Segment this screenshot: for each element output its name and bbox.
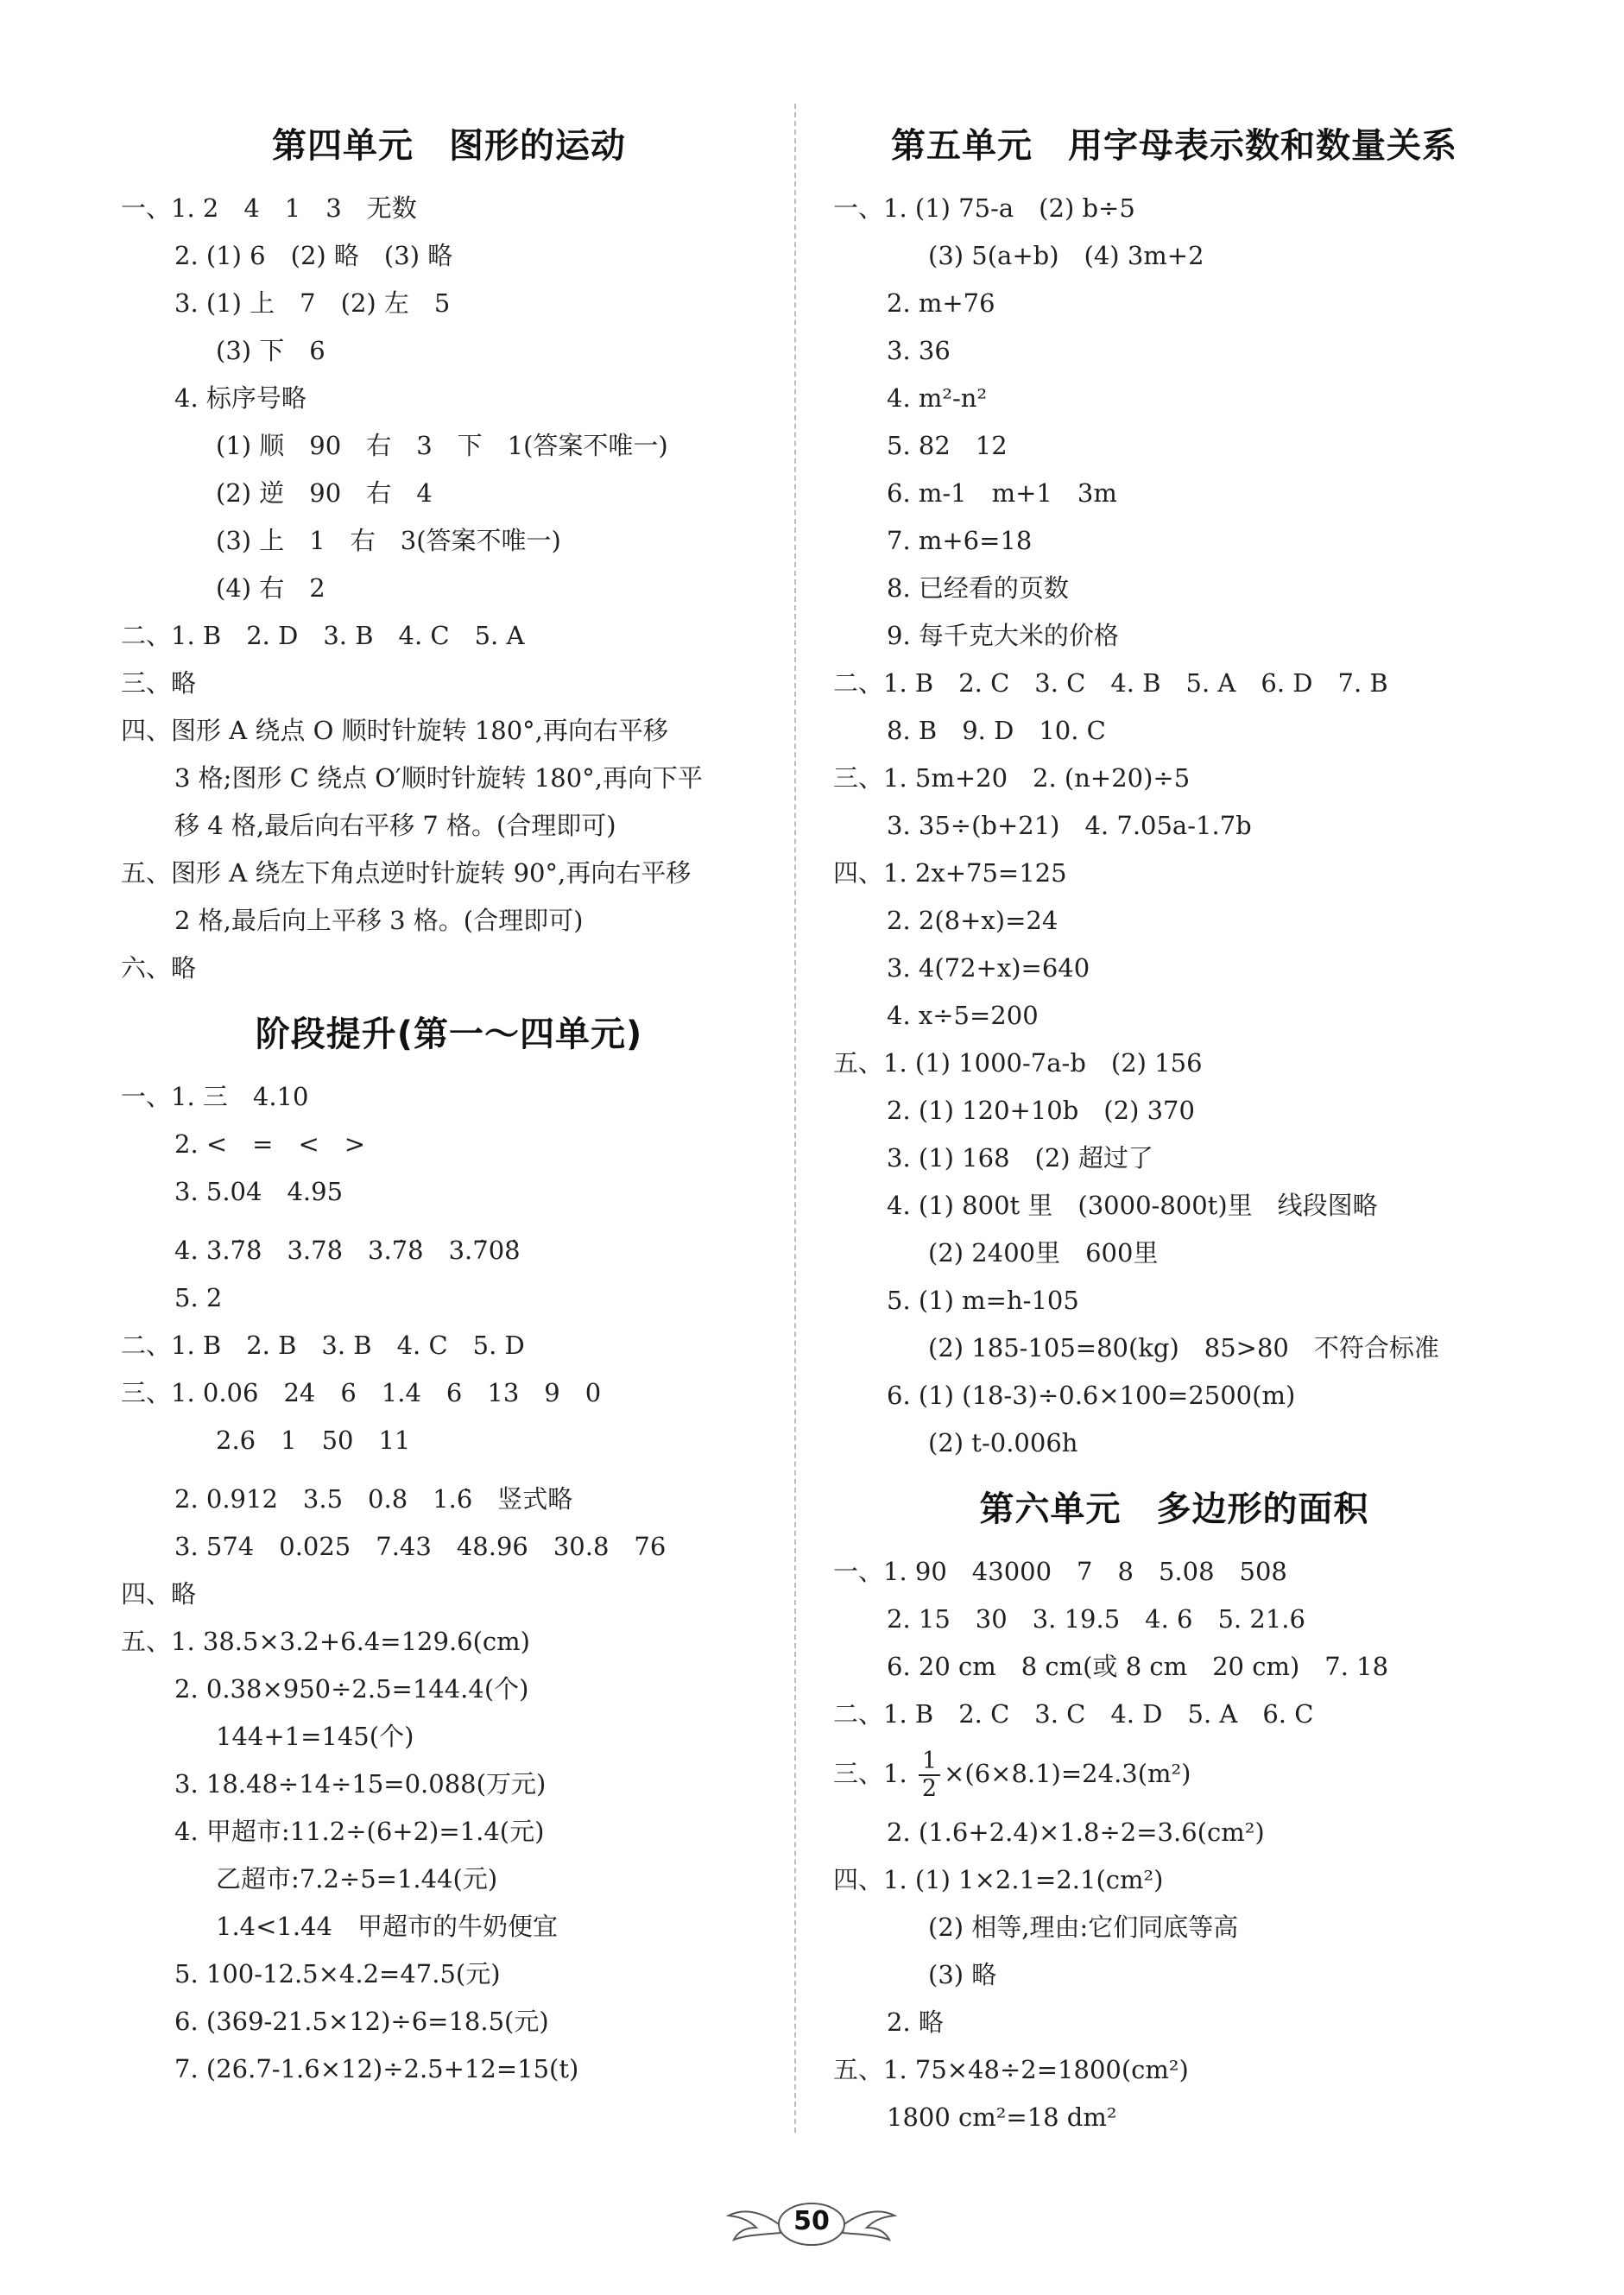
answer-line: 2. 15 30 3. 19.5 4. 6 5. 21.6 — [887, 1604, 1305, 1634]
answer-line: 六、略 — [121, 953, 197, 983]
answer-line: 四、略 — [121, 1579, 197, 1609]
unit4-title: 第四单元 图形的运动 — [272, 126, 626, 166]
answer-line: 4. 3.7̇8̇ 3.78̇ 3.7̇8̇ 3.7̇08̇ — [174, 1236, 521, 1265]
answer-line: 2. (1) 6 (2) 略 (3) 略 — [174, 241, 453, 270]
unit6-title: 第六单元 多边形的面积 — [979, 1489, 1369, 1529]
answer-line: 4. (1) 800t 里 (3000-800t)里 线段图略 — [887, 1191, 1378, 1220]
answer-line: 三、1. 5m+20 2. (n+20)÷5 — [833, 763, 1191, 793]
answer-line: (3) 下 6 — [216, 336, 325, 365]
answer-line: (4) 右 2 — [216, 573, 325, 603]
answer-line: (2) t-0.006h — [928, 1428, 1078, 1457]
answer-line: 3. 5.04 4.95 — [174, 1177, 344, 1206]
answer-line: (3) 5(a+b) (4) 3m+2 — [928, 241, 1204, 270]
answer-line: (2) 2400里 600里 — [928, 1238, 1159, 1268]
answer-line: (2) 相等,理由:它们同底等高 — [928, 1912, 1239, 1942]
fraction — [919, 1748, 940, 1802]
answer-line: 4. 甲超市:11.2÷(6+2)=1.4(元) — [174, 1817, 545, 1846]
answer-line: 3. 18.48÷14÷15=0.088(万元) — [174, 1769, 547, 1799]
answer-line: 1800 cm²=18 dm² — [887, 2102, 1117, 2132]
answer-line: (2) 185-105=80(kg) 85>80 不符合标准 — [928, 1333, 1439, 1362]
answer-line: 7. (26.7-1.6×12)÷2.5+12=15(t) — [174, 2054, 579, 2083]
answer-line: 2. 0.38×950÷2.5=144.4(个) — [174, 1674, 529, 1704]
answer-line: 2. 略 — [887, 2007, 944, 2037]
answer-line: 五、图形 A 绕左下角点逆时针旋转 90°,再向右平移 — [121, 858, 692, 888]
answer-line: 2 格,最后向上平移 3 格。(合理即可) — [174, 906, 584, 935]
answer-line: 五、1. 75×48÷2=1800(cm²) — [833, 2055, 1189, 2084]
answer-line: 6. 20 cm 8 cm(或 8 cm 20 cm) 7. 18 — [887, 1652, 1389, 1681]
column-divider — [794, 104, 796, 2133]
answer-line: 四、图形 A 绕点 O 顺时针旋转 180°,再向右平移 — [121, 716, 668, 745]
left-column — [121, 104, 777, 2093]
answer-line: 7. m+6=18 — [887, 526, 1033, 555]
fraction-answer-line — [833, 1738, 1515, 1809]
answer-line: 5. 2 — [174, 1283, 223, 1312]
answer-line: 三、略 — [121, 668, 197, 698]
answer-line: 2. (1) 120+10b (2) 370 — [887, 1096, 1195, 1125]
answer-line: (3) 上 1 右 3(答案不唯一) — [216, 526, 561, 555]
answer-line: 5. (1) m=h-105 — [887, 1286, 1079, 1315]
answer-line: 二、1. B 2. B 3. B 4. C 5. D — [121, 1331, 525, 1360]
answer-line: 5. 100-12.5×4.2=47.5(元) — [174, 1959, 501, 1988]
answer-line: 3. (1) 上 7 (2) 左 5 — [174, 288, 451, 318]
answer-line: 3 格;图形 C 绕点 O′顺时针旋转 180°,再向下平 — [174, 763, 703, 793]
answer-line: 3. 35÷(b+21) 4. 7.05a-1.7b — [887, 811, 1252, 840]
answer-line: 移 4 格,最后向右平移 7 格。(合理即可) — [174, 811, 616, 840]
answer-line: 五、1. 38.5×3.2+6.4=129.6(cm) — [121, 1627, 530, 1656]
page-number: 50 — [793, 2206, 830, 2236]
answer-line: 2. < = < > — [174, 1129, 366, 1159]
answer-line: 5. 82 12 — [887, 431, 1008, 460]
answer-line: 4. m²-n² — [887, 383, 988, 413]
answer-line: 9. 每千克大米的价格 — [887, 621, 1119, 650]
answer-line: (3) 略 — [928, 1960, 997, 1989]
right-column — [833, 104, 1515, 2141]
unit5-title: 第五单元 用字母表示数和数量关系 — [891, 126, 1457, 166]
answer-line: 1.4<1.44 甲超市的牛奶便宜 — [216, 1912, 558, 1941]
answer-line: 五、1. (1) 1000-7a-b (2) 156 — [833, 1048, 1203, 1078]
answer-line: 4. x÷5=200 — [887, 1001, 1039, 1030]
fraction-denominator: 2 — [921, 1775, 938, 1802]
answer-line: 6. (369-21.5×12)÷6=18.5(元) — [174, 2007, 549, 2036]
answer-line: 2. 0.912 3.5 0.8 1.6̇ 竖式略 — [174, 1484, 573, 1514]
answer-line: 一、1. 90 43000 7 8 5.08 508 — [833, 1557, 1287, 1586]
answer-line: 6. m-1 m+1 3m — [887, 478, 1117, 508]
answer-line: 3. (1) 168 (2) 超过了 — [887, 1143, 1153, 1173]
answer-line: 8. 已经看的页数 — [887, 573, 1069, 603]
fraction-rest: ×(6×8.1)=24.3(m²) — [944, 1759, 1191, 1788]
answer-line: 一、1. (1) 75-a (2) b÷5 — [833, 193, 1135, 223]
answer-line: 二、1. B 2. C 3. C 4. D 5. A 6. C — [833, 1699, 1314, 1729]
answer-line: 三、1. 0.06 24 6 1.4 6 13 9 0 — [121, 1378, 602, 1407]
page-number-badge — [725, 2193, 898, 2254]
stage-title: 阶段提升(第一～四单元) — [255, 1015, 643, 1054]
answer-line: 3. 36 — [887, 336, 951, 365]
answer-line: 144+1=145(个) — [216, 1722, 414, 1751]
answer-line: 一、1. 三 4.10 — [121, 1082, 309, 1111]
answer-line: 2. m+76 — [887, 288, 995, 318]
answer-line: (1) 顺 90 右 3 下 1(答案不唯一) — [216, 431, 668, 460]
answer-line: 3. 574 0.025 7.43 48.96 30.8 76 — [174, 1532, 667, 1561]
answer-line: 一、1. 2 4 1 3 无数 — [121, 193, 417, 223]
answer-line: 2. 2(8+x)=24 — [887, 906, 1058, 935]
fraction-prefix: 三、1. — [833, 1759, 907, 1788]
answer-line: 乙超市:7.2÷5=1.44(元) — [216, 1864, 498, 1894]
answer-line: 二、1. B 2. D 3. B 4. C 5. A — [121, 621, 525, 650]
answer-line: 四、1. 2x+75=125 — [833, 858, 1067, 888]
answer-line: 8. B 9. D 10. C — [887, 716, 1106, 745]
answer-line: 二、1. B 2. C 3. C 4. B 5. A 6. D 7. B — [833, 668, 1388, 698]
answer-line: 4. 标序号略 — [174, 383, 306, 413]
fraction-numerator: 1 — [919, 1748, 940, 1776]
answer-line: 四、1. (1) 1×2.1=2.1(cm²) — [833, 1865, 1164, 1894]
answer-line: 2.6 1 50 11 — [216, 1426, 411, 1455]
answer-line: (2) 逆 90 右 4 — [216, 478, 433, 508]
answer-line: 3. 4(72+x)=640 — [887, 953, 1090, 983]
answer-line: 6. (1) (18-3)÷0.6×100=2500(m) — [887, 1381, 1296, 1410]
answer-line: 2. (1.6+2.4)×1.8÷2=3.6(cm²) — [887, 1818, 1265, 1847]
